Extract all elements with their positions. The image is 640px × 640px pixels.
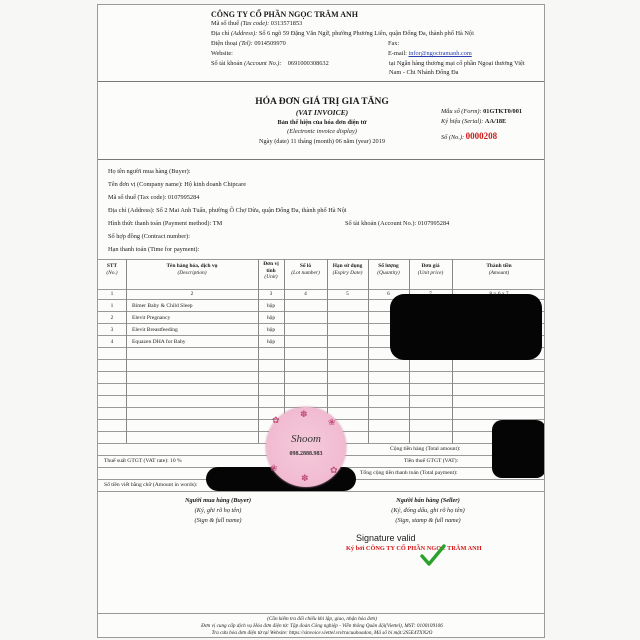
index-cell: 2 xyxy=(190,291,194,297)
title-divider xyxy=(98,159,544,160)
buyer-payment-row: Hình thức thanh toán (Payment method): TM xyxy=(108,220,223,227)
amount-words-label: Số tiền viết bằng chữ (Amount in words): xyxy=(104,482,198,488)
index-cell: 1 xyxy=(110,291,114,297)
company-fax: Fax: xyxy=(388,40,400,47)
company-address-row: Địa chỉ (Address): Số 6 ngõ 59 Đặng Văn Ngữ, phường Phương Liên, quận Đống Đa, thành phố Hà Nội xyxy=(211,30,474,37)
index-cell: 4 xyxy=(304,291,307,297)
company-bank-line1: tại Ngân hàng thương mại cổ phần Ngoại thương Việt xyxy=(389,60,525,67)
grand-total-label: Tổng cộng tiền thanh toán (Total payment): xyxy=(360,470,458,476)
header-description: Tên hàng hóa, dịch vụ (Description) xyxy=(166,263,218,276)
buyer-contract-label: Số hợp đồng (Contract number): xyxy=(108,233,191,240)
buyer-sign-note: (Ký, ghi rõ họ tên) xyxy=(194,507,242,514)
company-phone-row: Điện thoại (Tel): 0914509970 xyxy=(211,40,286,47)
invoice-subtitle: Bản thể hiện của hóa đơn điện tử xyxy=(277,119,367,126)
buyer-sign-title: Người mua hàng (Buyer) xyxy=(184,497,252,504)
footer-lookup: Tra cứu hóa đơn điện tử tại Website: https://sinvoice.viettel.vn/tracuuhoadon, Mã số bí mật:2S5E4TXN2O xyxy=(211,630,433,636)
invoice-form-row: Mẫu số (Form): 01GTKT0/001 xyxy=(441,108,522,115)
seller-sign-note-en: (Sign, stamp & full name) xyxy=(395,517,461,524)
stamp-brand: Shoom xyxy=(291,433,321,445)
check-icon xyxy=(420,543,446,567)
signature-valid: Signature valid xyxy=(356,533,416,543)
header-lot: Số lô (Lot number) xyxy=(291,263,320,276)
header-expiry: Hạn sử dụng (Expiry Date) xyxy=(332,263,363,276)
header-unit: Đơn vị tính (Unit) xyxy=(263,261,279,281)
invoice-title-en: (VAT INVOICE) xyxy=(295,108,349,117)
invoice-title: HÓA ĐƠN GIÁ TRỊ GIA TĂNG xyxy=(255,97,389,107)
index-cell: 6 xyxy=(387,291,390,297)
invoice-subtitle-en: (Electronic invoice display) xyxy=(287,128,357,135)
company-name: CÔNG TY CỔ PHẦN NGỌC TRÂM ANH xyxy=(211,10,358,19)
invoice-serial-row: Ký hiệu (Serial): AA/18E xyxy=(441,118,507,125)
buyer-name-label: Họ tên người mua hàng (Buyer): xyxy=(108,168,191,175)
buyer-account-row: Số tài khoản (Account No.): 0107995284 xyxy=(345,220,450,227)
buyer-address-row: Địa chỉ (Address): Số 2 Mai Anh Tuấn, phường Ô Chợ Dừa, quận Đống Đa, thành phố Hà Nội xyxy=(108,207,347,214)
shop-stamp: ✿ ❀ ❀ ✿ ✽ ✽ Shoom 098.2888.983 xyxy=(266,407,346,487)
company-bank-line2: Nam - Chi Nhánh Đống Đa xyxy=(389,69,459,76)
footer-provider: Đơn vị cung cấp dịch vụ Hóa đơn điện tử: Tập đoàn Công nghiệp - Viễn thông Quân đội(Viettel), MST: 0100109106 xyxy=(201,623,443,629)
header-amount: Thành tiền (Amount) xyxy=(486,263,512,276)
footer-check-note: (Cần kiểm tra đối chiếu khi lập, giao, nhận hóa đơn) xyxy=(267,616,377,622)
invoice-date: Ngày (date) 11 tháng (month) 06 năm (year) 2019 xyxy=(258,138,385,145)
buyer-company-row: Tên đơn vị (Company name): Hộ kinh doanh Chipcare xyxy=(108,181,246,188)
invoice-number: 0000208 xyxy=(465,131,498,141)
vat-amount-label: Tiền thuế GTGT (VAT): xyxy=(404,458,459,464)
items-table: STT (No.) Tên hàng hóa, dịch vụ (Description) Đơn vị tính (Unit) Số lô (Lot number) Hạn sử dụng (Expiry Date) Số lượng (Quantity) Đơn giá (Unit price) Thành tiền (Amount) 1 2 3 4 5 6 1 Bimer Baby & Child Sleep hộp 2 Elevit Pregnancy hộp 3 Elevit Breastfeeding hộp 4 Equazen DHA for Baby hộp Cộng tiền hàng (Total amount): Thuế suất GTGT (VAT rate): 10 % Tiền thuế GTGT (VAT): Tổng cộng tiền thanh toán (Total payment): xyxy=(98,259,545,479)
header-divider xyxy=(98,81,544,82)
company-website: Website: xyxy=(211,50,233,57)
total-amount-label: Cộng tiền hàng (Total amount): xyxy=(390,446,461,452)
buyer-sign-note-en: (Sign & full name) xyxy=(194,517,242,524)
company-account-row: Số tài khoản (Account No.): 0691000308632 xyxy=(211,60,329,67)
company-email-link[interactable]: infor@ngoctramanh.com xyxy=(408,50,472,57)
redaction-block xyxy=(492,420,545,478)
buyer-tax-row: Mã số thuế (Tax code): 0107995284 xyxy=(108,194,200,201)
header-no: STT (No.) xyxy=(106,263,118,276)
invoice-number-row: Số (No.): 0000208 xyxy=(441,131,498,141)
vat-rate-row: Thuế suất GTGT (VAT rate): 10 % xyxy=(104,458,182,464)
seller-sign-title: Người bán hàng (Seller) xyxy=(396,497,460,504)
company-tax-row: Mã số thuế (Tax code): 0313571853 xyxy=(211,20,303,27)
company-email-row: E-mail: infor@ngoctramanh.com xyxy=(388,50,472,57)
signed-by: Ký bởi CÔNG TY CỔ PHẦN NGỌC TRÂM ANH xyxy=(346,545,482,552)
header-unit-price: Đơn giá (Unit price) xyxy=(417,263,444,276)
redaction-block xyxy=(390,294,542,360)
index-cell: 3 xyxy=(269,291,273,297)
index-cell: 5 xyxy=(346,291,349,297)
seller-sign-note: (Ký, đóng dấu, ghi rõ họ tên) xyxy=(391,507,465,514)
header-quantity: Số lượng (Quantity) xyxy=(377,263,400,276)
stamp-phone: 098.2888.983 xyxy=(289,451,323,457)
invoice-paper xyxy=(97,4,545,638)
buyer-due-label: Hạn thanh toán (Time for payment): xyxy=(108,246,200,253)
